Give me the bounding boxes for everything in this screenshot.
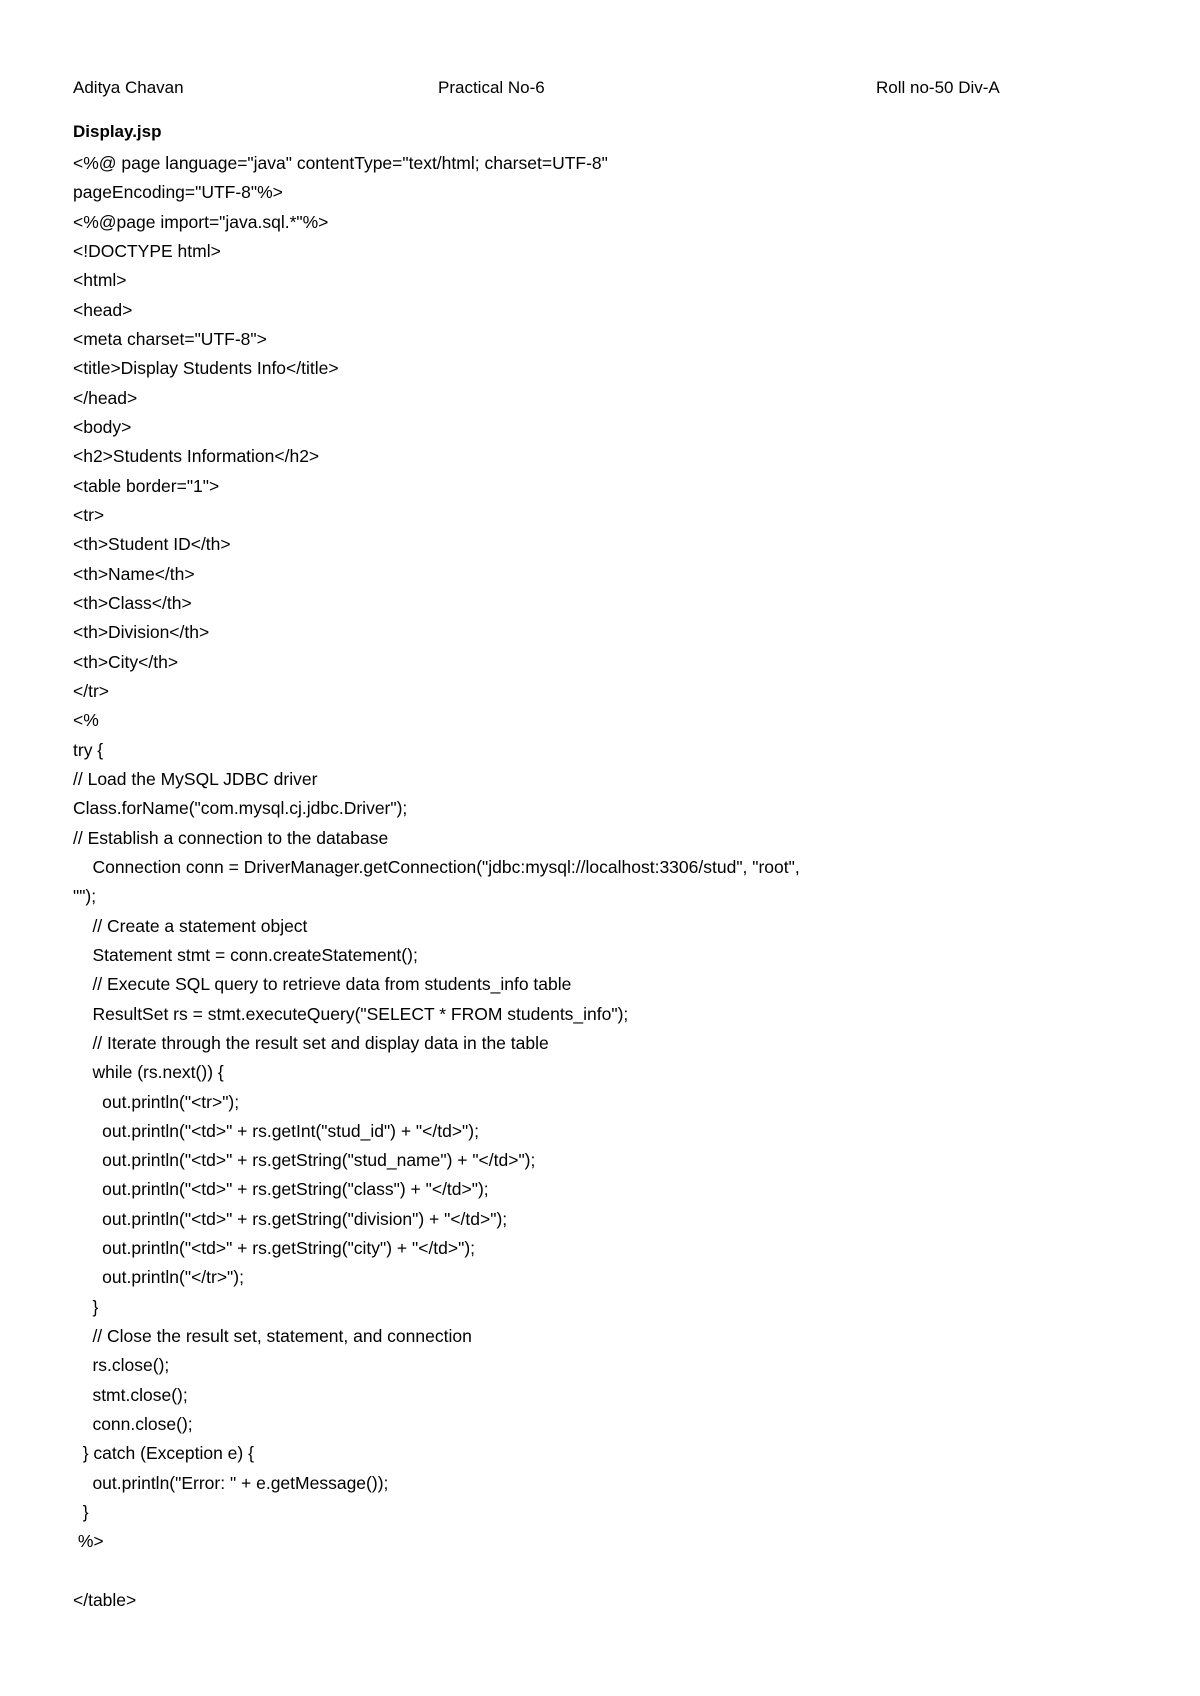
code-line: pageEncoding="UTF-8"%> — [73, 182, 283, 203]
code-line: ResultSet rs = stmt.executeQuery("SELECT * FROM students_info"); — [73, 1003, 629, 1024]
code-line: } — [73, 1296, 99, 1317]
code-line: try { — [73, 739, 104, 760]
code-line: <meta charset="UTF-8"> — [73, 328, 267, 349]
code-line: </head> — [73, 387, 138, 408]
code-line: </tr> — [73, 680, 109, 701]
code-line: } — [73, 1502, 89, 1523]
code-line: ""); — [73, 886, 97, 907]
code-line: <th>City</th> — [73, 651, 179, 672]
practical-number: Practical No-6 — [438, 78, 545, 97]
code-line: out.println("</tr>"); — [73, 1267, 244, 1288]
code-line: <tr> — [73, 504, 105, 525]
code-line: <!DOCTYPE html> — [73, 240, 221, 261]
code-line: // Create a statement object — [73, 915, 308, 936]
code-line: rs.close(); — [73, 1355, 170, 1376]
code-line: while (rs.next()) { — [73, 1062, 224, 1083]
code-line: // Close the result set, statement, and connection — [73, 1326, 472, 1347]
code-line: <%@page import="java.sql.*"%> — [73, 211, 329, 232]
code-line: // Iterate through the result set and display data in the table — [73, 1032, 549, 1053]
code-line: <%@ page language="java" contentType="text/html; charset=UTF-8" — [73, 153, 608, 173]
roll-division: Roll no-50 Div-A — [876, 78, 1000, 97]
code-listing — [73, 149, 1153, 1615]
author-name: Aditya Chavan — [73, 78, 184, 97]
code-line: <th>Name</th> — [73, 563, 195, 584]
page-header — [0, 76, 1200, 100]
code-line: stmt.close(); — [73, 1384, 188, 1405]
code-line: out.println("<td>" + rs.getString("division") + "</td>"); — [73, 1208, 508, 1229]
code-line: out.println("<td>" + rs.getString("class") + "</td>"); — [73, 1179, 489, 1200]
code-line: <th>Class</th> — [73, 592, 192, 613]
code-line: <title>Display Students Info</title> — [73, 358, 339, 379]
code-line: <h2>Students Information</h2> — [73, 446, 320, 467]
code-line: // Establish a connection to the database — [73, 827, 389, 848]
code-line: Class.forName("com.mysql.cj.jdbc.Driver"); — [73, 798, 408, 819]
code-line: %> — [73, 1531, 104, 1552]
code-line: out.println("<tr>"); — [73, 1091, 240, 1112]
code-line: out.println("<td>" + rs.getString("city") + "</td>"); — [73, 1238, 476, 1259]
code-line: <html> — [73, 270, 127, 291]
file-title: Display.jsp — [73, 122, 162, 141]
code-line: <body> — [73, 416, 132, 437]
code-line: Connection conn = DriverManager.getConnection("jdbc:mysql://localhost:3306/stud", "root", — [73, 856, 800, 877]
code-line: <head> — [73, 299, 133, 320]
code-line: <th>Student ID</th> — [73, 534, 231, 555]
code-line: </table> — [73, 1590, 137, 1611]
code-line: <th>Division</th> — [73, 622, 210, 643]
code-line: } catch (Exception e) { — [73, 1443, 254, 1464]
code-line: conn.close(); — [73, 1414, 193, 1435]
code-line: out.println("<td>" + rs.getInt("stud_id") + "</td>"); — [73, 1120, 479, 1141]
code-line: <% — [73, 710, 99, 731]
code-line: out.println("Error: " + e.getMessage()); — [73, 1472, 389, 1493]
code-line: Statement stmt = conn.createStatement(); — [73, 944, 418, 965]
code-line: // Execute SQL query to retrieve data from students_info table — [73, 974, 572, 995]
code-line — [73, 1557, 1153, 1586]
code-line: out.println("<td>" + rs.getString("stud_name") + "</td>"); — [73, 1150, 536, 1171]
code-line: // Load the MySQL JDBC driver — [73, 768, 318, 789]
code-line: <table border="1"> — [73, 475, 220, 496]
